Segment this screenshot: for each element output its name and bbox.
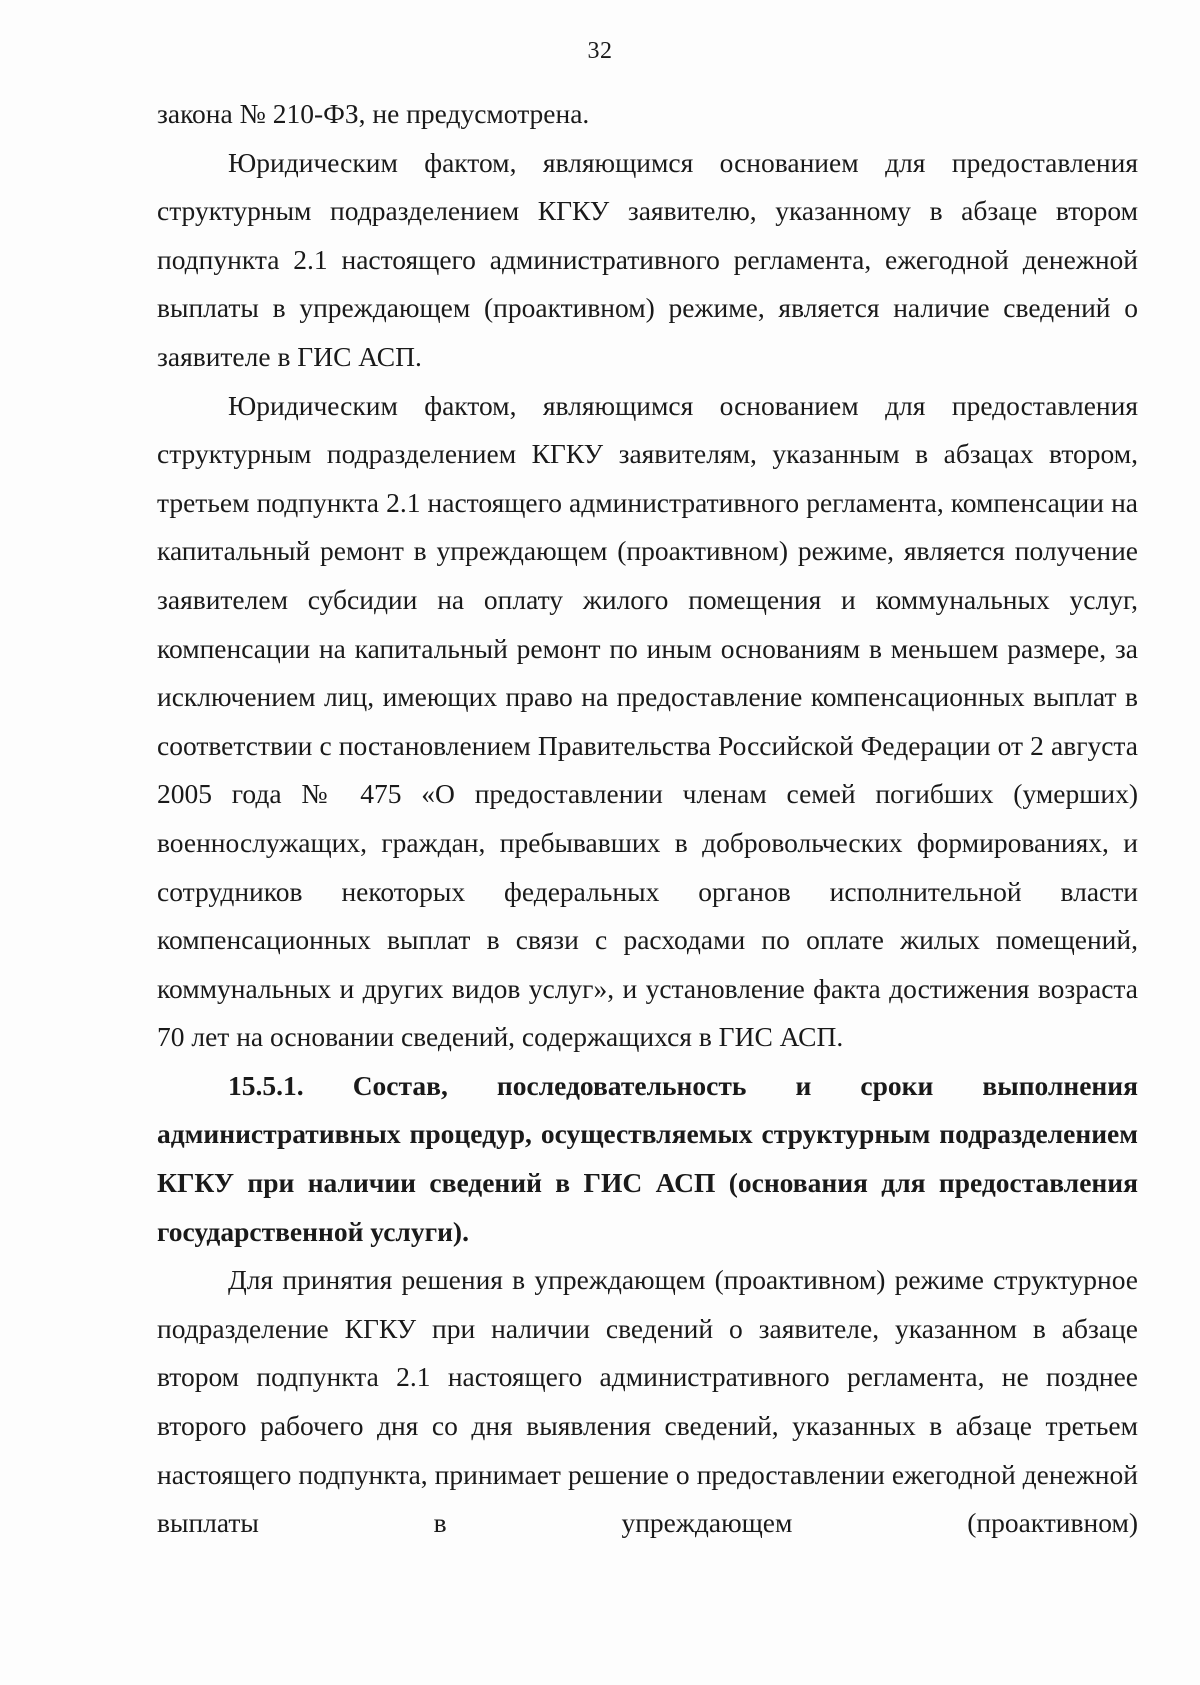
paragraph-legal-fact-capital-repair: Юридическим фактом, являющимся основанием для предоставления структурным подразделением КГКУ заявителям, указанным в абзацах втором, третьем подпункта 2.1 настоящего административного регламента, компенсации на капитальный ремонт в упреждающем (проактивном) режиме, является получение заявителем субсидии на оплату жилого помещения и коммунальных услуг, компенсации на капитальный ремонт по иным основаниям в меньшем размере, за исключением лиц, имеющих право на предоставление компенсационных выплат в соответствии с постановлением Правительства Российской Федерации от 2 августа 2005 года № 475 «О предоставлении членам семей погибших (умерших) военнослужащих, граждан, пребывавших в добровольческих формированиях, и сотрудников некоторых федеральных органов исполнительной власти компенсационных выплат в связи с расходами по оплате жилых помещений, коммунальных и других видов услуг», и установление факта достижения возраста 70 лет на основании сведений, содержащихся в ГИС АСП. bbox=[157, 389, 1138, 1053]
section-heading-15-5-1: 15.5.1. Состав, последовательность и сроки выполнения административных процедур, осуществляемых структурным подразделением КГКУ при наличии сведений в ГИС АСП (основания для предоставления государственной услуги). bbox=[157, 1069, 1138, 1247]
document-body bbox=[157, 90, 1138, 1548]
paragraph-legal-fact-annual-payment: Юридическим фактом, являющимся основанием для предоставления структурным подразделением КГКУ заявителю, указанному в абзаце втором подпункта 2.1 настоящего административного регламента, ежегодной денежной выплаты в упреждающем (проактивном) режиме, является наличие сведений о заявителе в ГИС АСП. bbox=[157, 146, 1138, 372]
paragraph-decision-procedure: Для принятия решения в упреждающем (проактивном) режиме структурное подразделение КГКУ при наличии сведений о заявителе, указанном в абзаце втором подпункта 2.1 настоящего административного регламента, не позднее второго рабочего дня со дня выявления сведений, указанных в абзаце третьем настоящего подпункта, принимает решение о предоставлении ежегодной денежной выплаты в упреждающем (проактивном) bbox=[157, 1264, 1138, 1539]
page-number: 32 bbox=[587, 38, 613, 64]
paragraph-continuation: закона № 210-ФЗ, не предусмотрена. bbox=[157, 98, 590, 129]
